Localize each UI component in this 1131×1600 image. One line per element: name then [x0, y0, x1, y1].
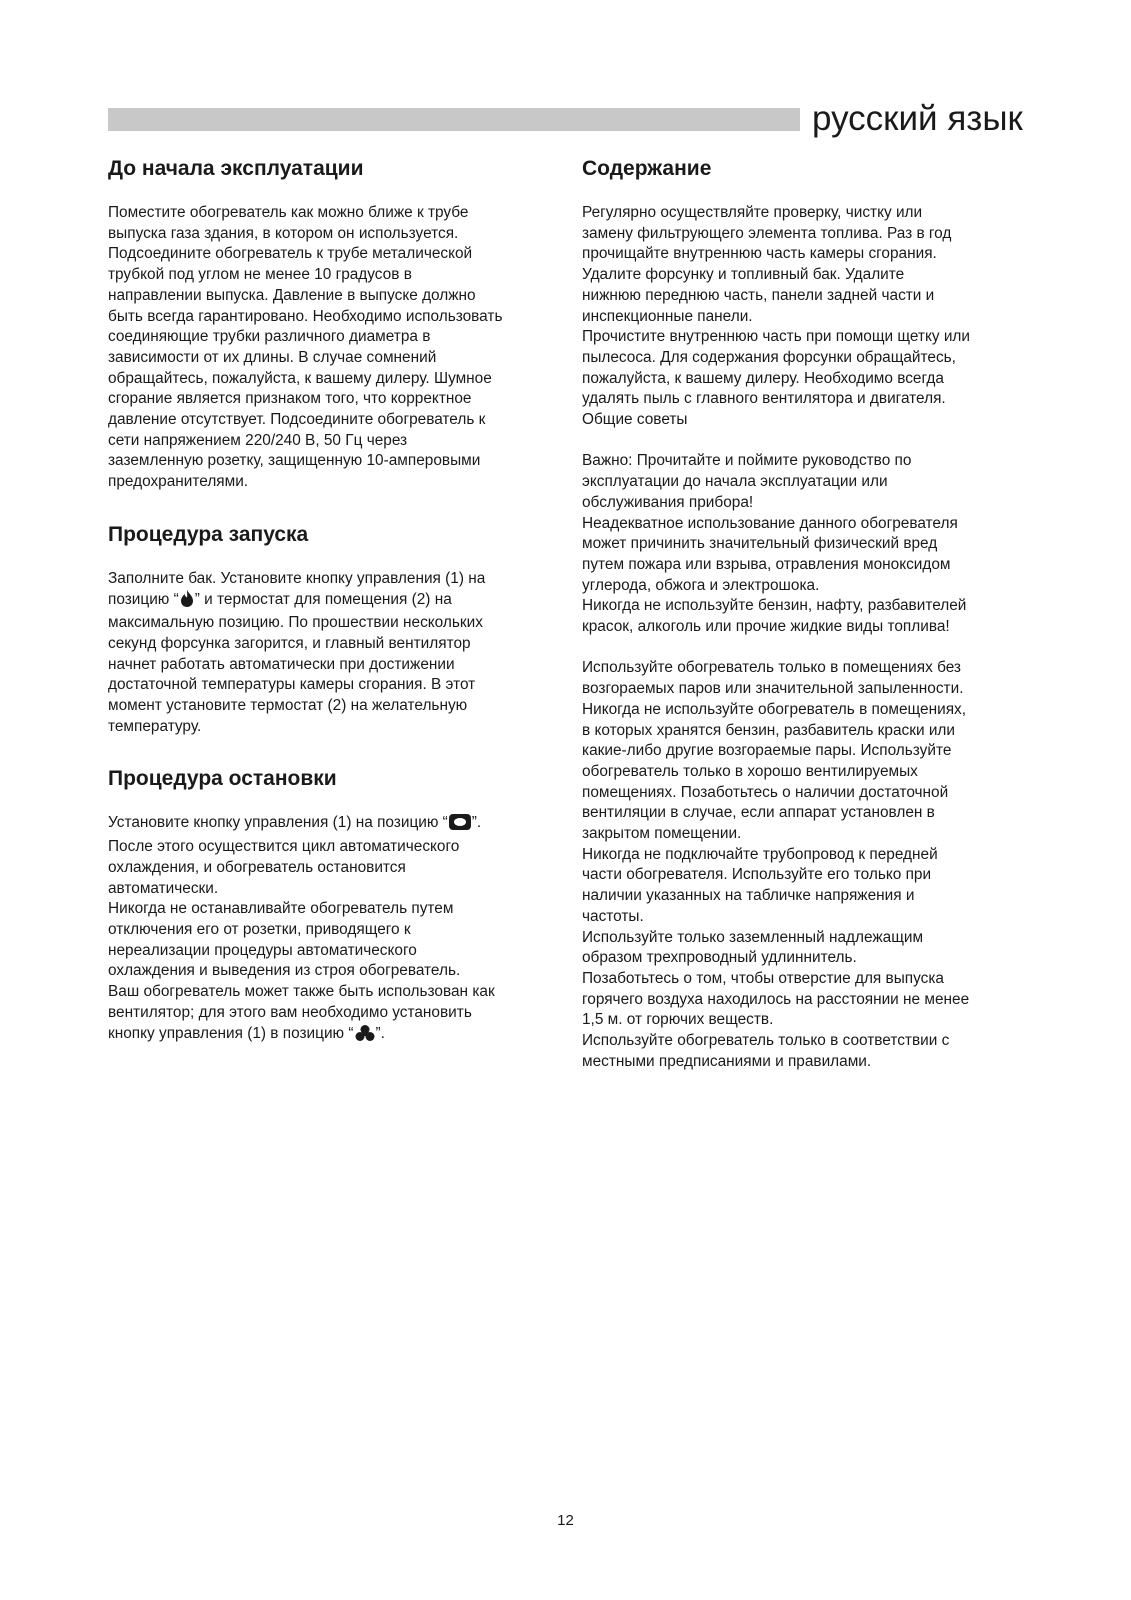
section-text-before-use: Поместите обогреватель как можно ближе к трубе выпуска газа здания, в котором он используется. Подсоедините обогреватель к трубе металической трубкой под углом не менее 10 градусов в направлении выпуска. Давление в выпуске должно быть всегда гарантировано. Необходимо использовать соединяющие трубки различного диаметра в зависимости от их длины. В случае сомнений обращайтесь, пожалуйста, к вашему дилеру. Шумное сгорание является признаком того, что корректное давление отсутствует. Подсоедините обогреватель к сети напряжением 220/240 В, 50 Гц через заземленную розетку, защищенную 10-амперовыми предохранителями. [108, 204, 503, 491]
startup-text-b: ” и термостат для помещения (2) на [194, 590, 452, 608]
startup-text-line-1 [108, 569, 558, 613]
right-column [582, 155, 1037, 1073]
shutdown-text-last-line [108, 1024, 558, 1048]
shutdown-text-a: Установите кнопку управления (1) на позицию “ [108, 814, 448, 832]
section-title-startup: Процедура запуска [108, 522, 309, 546]
shutdown-text-c: После этого осуществится цикл автоматического охлаждения, и обогреватель остановится автоматически. Никогда не останавливайте обогреватель путем отключения его от розетки, приводящего к нереализации процедуры автоматического охлаждения и выведения из строя обогреватель. Ваш обогреватель может также быть использован как вентилятор; для этого вам необходимо установить [108, 838, 495, 1021]
section-title-shutdown: Процедура остановки [108, 767, 337, 791]
left-column [108, 155, 558, 1047]
header-bar [108, 108, 800, 131]
shutdown-text-b: ”. [471, 814, 482, 832]
section-title-before-use: До начала эксплуатации [108, 157, 364, 180]
language-title: русский язык [812, 99, 1023, 138]
shutdown-text-line-1 [108, 813, 558, 837]
flame-icon [180, 590, 194, 614]
shutdown-text-d: кнопку управления (1) в позицию “ [108, 1024, 354, 1042]
startup-text-a: Заполните бак. Установите кнопку управления (1) на позицию “ [108, 569, 486, 608]
section-title-maintenance: Содержание [582, 157, 712, 180]
off-position-icon [449, 814, 471, 837]
maintenance-paragraph-3: Используйте обогреватель только в помещениях без возгораемых паров или значительной запыленности. Никогда не используйте обогреватель в помещениях, в которых хранятся бензин, разбавитель краски или какие-либо другие возгораемые пары. Используйте обогреватель только в хорошо вентилируемых помещениях. Позаботьтесь о наличии достаточной вентиляции в случае, если аппарат установлен в закрытом помещении. Никогда не подключайте трубопровод к передней части обогревателя. Используйте его только при наличии указанных на табличке напряжения и частоты. Используйте только заземленный надлежащим образом трехпроводный удлиннитель. Позаботьтесь о том, чтобы отверстие для выпуска горячего воздуха находилось на расстоянии не менее 1,5 м. от горючих веществ. Используйте обогреватель только в соответствии с местными предписаниями и правилами. [582, 659, 970, 1070]
startup-text-c: максимальную позицию. По прошествии нескольких секунд форсунка загорится, и главный вентилятор начнет работать автоматически при достижении достаточной температуры камеры сгорания. В этот момент установите термостат (2) на желательную температуру. [108, 614, 483, 735]
maintenance-paragraph-1: Регулярно осуществляйте проверку, чистку или замену фильтрующего элемента топлива. Раз в год прочищайте внутреннюю часть камеры сгорания. Удалите форсунку и топливный бак. Удалите нижнюю переднюю часть, панели задней части и инспекционные панели. Прочистите внутреннюю часть при помощи щетку или пылесоса. Для содержания форсунки обращайтесь, пожалуйста, к вашему дилеру. Необходимо всегда удалять пыль с главного вентилятора и двигателя. Общие советы [582, 204, 971, 429]
page-number: 12 [557, 1512, 574, 1529]
maintenance-paragraph-2: Важно: Прочитайте и поймите руководство по эксплуатации до начала эксплуатации или обслуживания прибора! Неадекватное использование данного обогревателя может причинить значительный физический вред путем пожара или взрыва, отравления моноксидом углерода, обжога и электрошока. Никогда не используйте бензин, нафту, разбавителей красок, алкоголь или прочие жидкие виды топлива! [582, 452, 967, 636]
fan-icon [355, 1025, 375, 1048]
shutdown-text-e: ”. [375, 1024, 385, 1042]
